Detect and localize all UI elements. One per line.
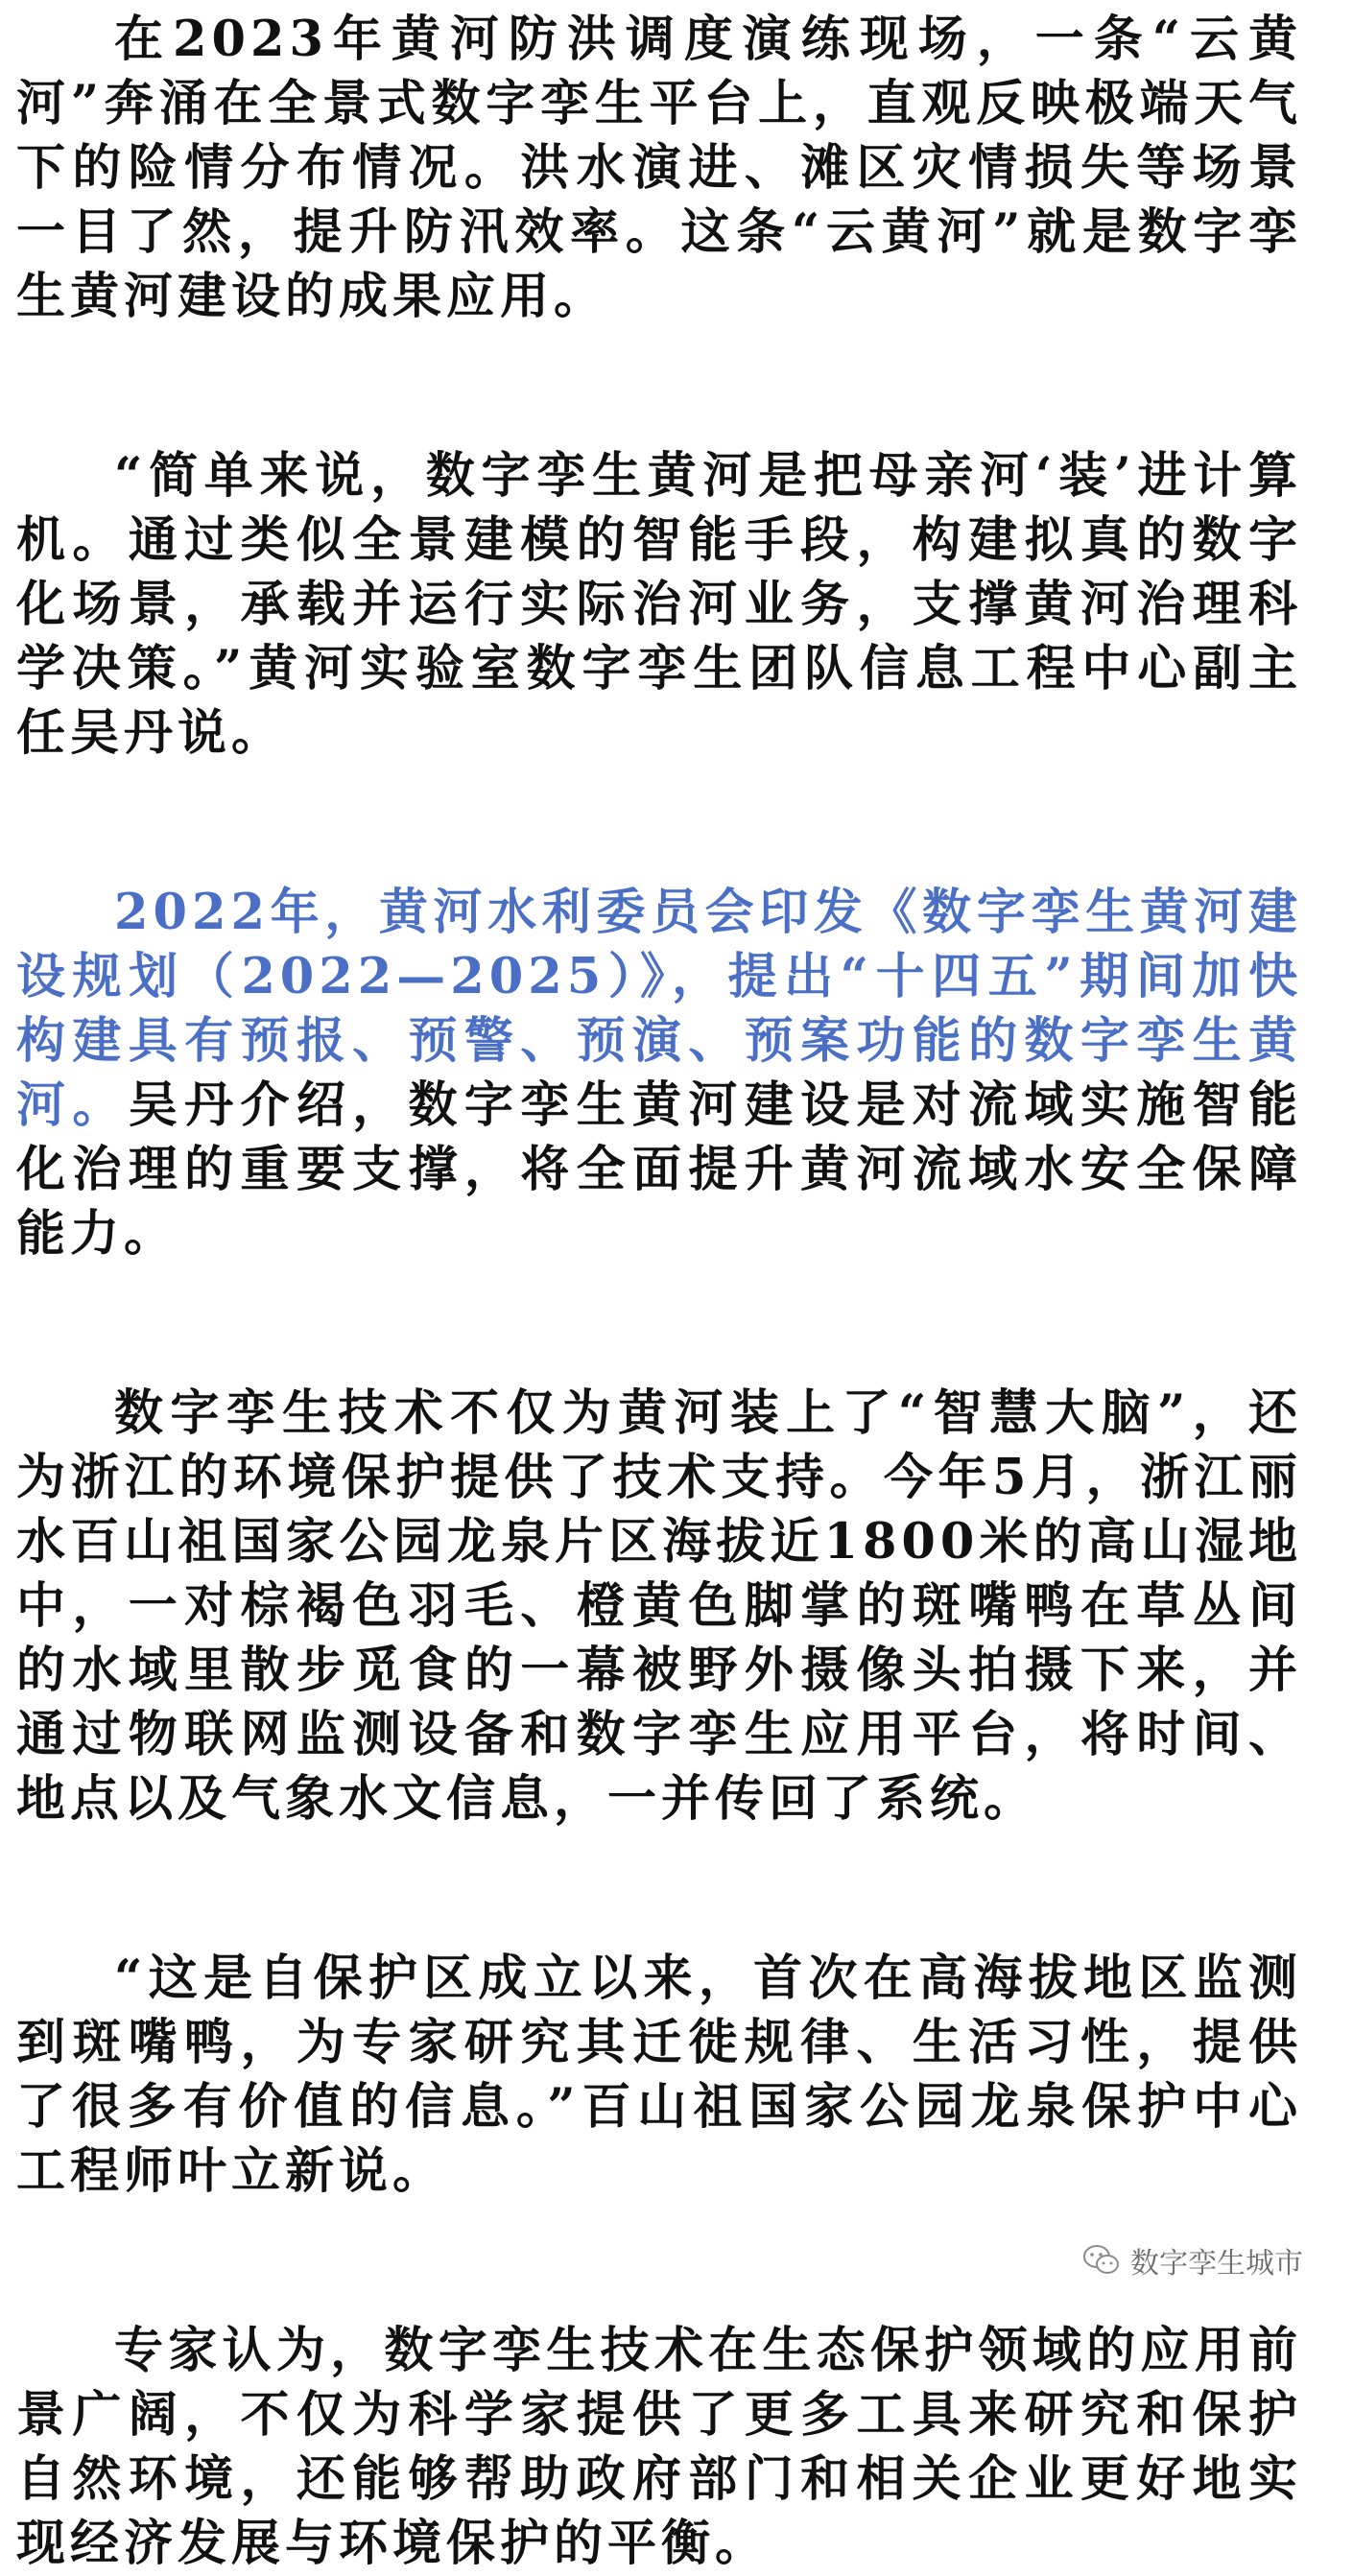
wechat-icon xyxy=(1082,2244,1121,2277)
paragraph-2: “简单来说，数字孪生黄河是把母亲河‘装’进计算机。通过类似全景建模的智能手段，构建拟真的数字化场景，承载并运行实际治河业务，支撑黄河治理科学决策。”黄河实验室数字孪生团队信息工程中心副主任吴丹说。 xyxy=(16,447,1302,762)
paragraph-3-text: 吴丹介绍，数字孪生黄河建设是对流域实施智能化治理的重要支撑，将全面提升黄河流域水安全保障能力。 xyxy=(16,1076,1302,1263)
paragraph-3 xyxy=(16,881,1302,1266)
article-body xyxy=(16,8,1302,2576)
paragraph-5: “这是自保护区成立以来，首次在高海拔地区监测到斑嘴鸭，为专家研究其迁徙规律、生活习性，提供了很多有价值的信息。”百山祖国家公园龙泉保护中心工程师叶立新说。 xyxy=(16,1950,1302,2200)
paragraph-1: 在2023年黄河防洪调度演练现场，一条“云黄河”奔涌在全景式数字孪生平台上，直观反映极端天气下的险情分布情况。洪水演进、滩区灾情损失等场景一目了然，提升防汛效率。这条“云黄河”就是数字孪生黄河建设的成果应用。 xyxy=(16,11,1302,325)
account-watermark xyxy=(1082,2239,1303,2281)
paragraph-4: 数字孪生技术不仅为黄河装上了“智慧大脑”，还为浙江的环境保护提供了技术支持。今年5月，浙江丽水百山祖国家公园龙泉片区海拔近1800米的高山湿地中，一对棕褐色羽毛、橙黄色脚掌的斑嘴鸭在草丛间的水域里散步觅食的一幕被野外摄像头拍摄下来，并通过物联网监测设备和数字孪生应用平台，将时间、地点以及气象水文信息，一并传回了系统。 xyxy=(16,1384,1302,1828)
watermark-text: 数字孪生城市 xyxy=(1130,2247,1303,2281)
highlighted-sentence: 2022年，黄河水利委员会印发《数字孪生黄河建设规划（2022—2025）》，提出“十四五”期间加快构建具有预报、预警、预演、预案功能的数字孪生黄河。 xyxy=(16,884,1302,1134)
paragraph-6: 专家认为，数字孪生技术在生态保护领域的应用前景广阔，不仅为科学家提供了更多工具来研究和保护自然环境，还能够帮助政府部门和相关企业更好地实现经济发展与环境保护的平衡。 xyxy=(16,2322,1302,2572)
